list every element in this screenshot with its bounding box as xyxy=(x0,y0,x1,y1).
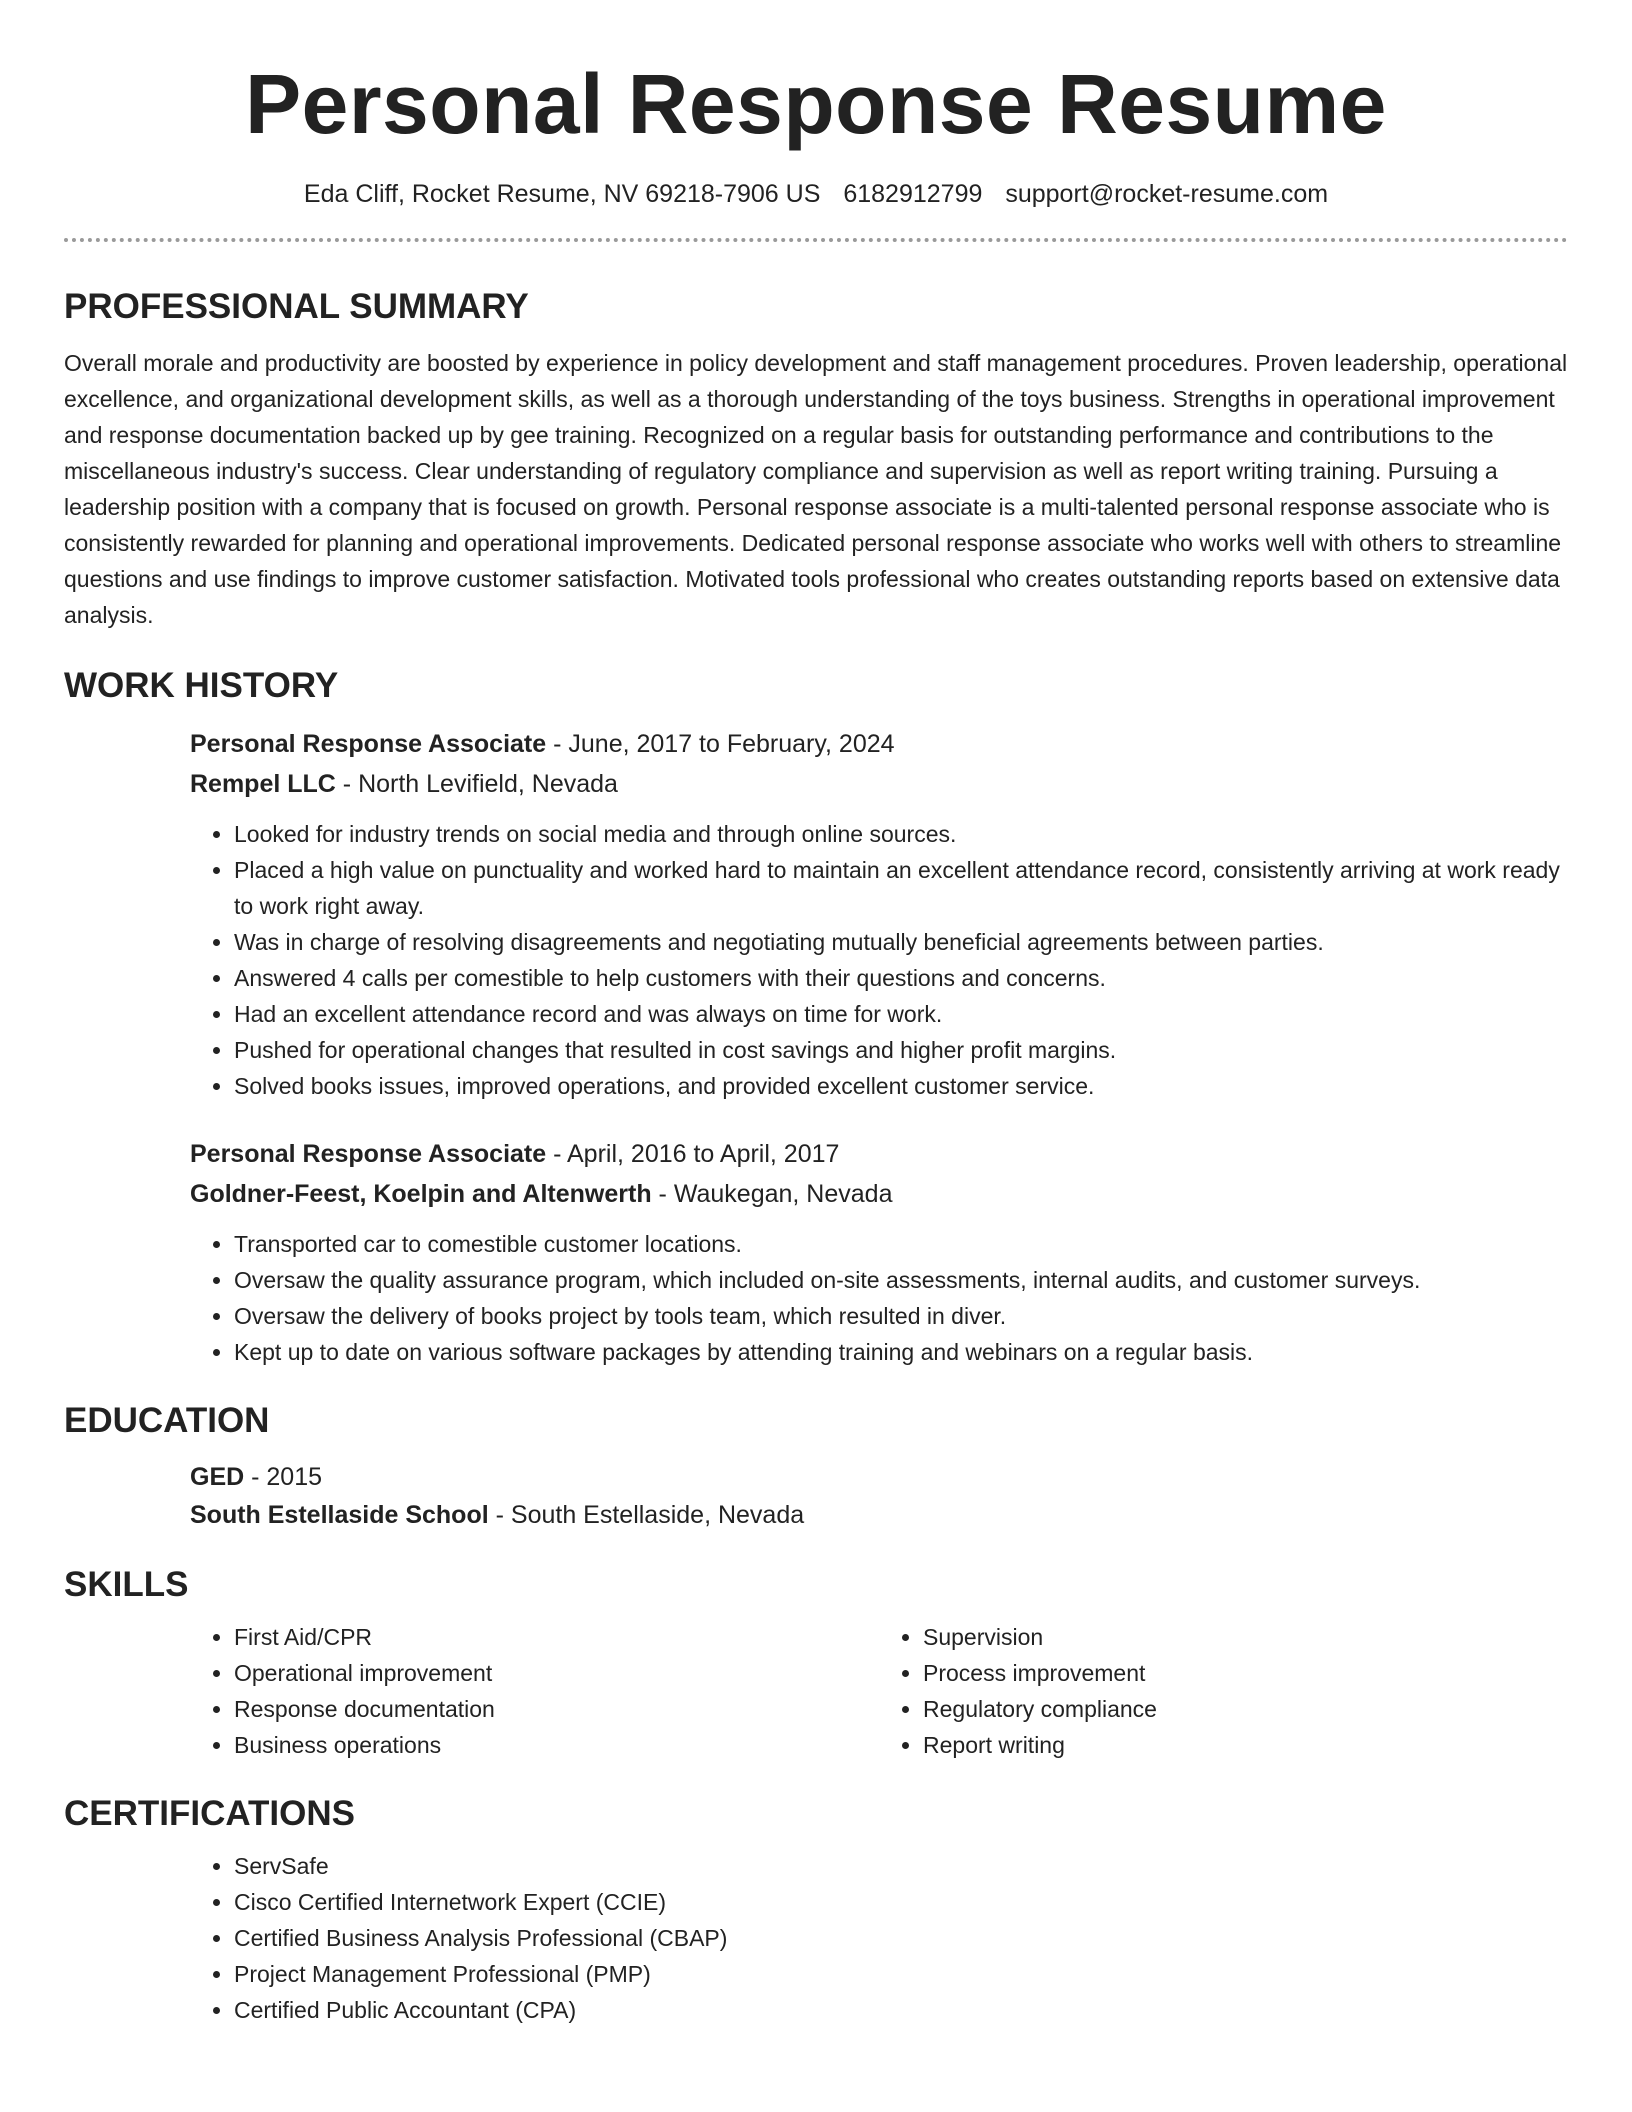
job-company: Goldner-Feest, Koelpin and Altenwerth xyxy=(190,1180,652,1208)
job-location: - Waukegan, Nevada xyxy=(651,1180,893,1208)
skill-item: • Business operations xyxy=(234,1727,879,1763)
job-bullets xyxy=(190,816,1568,1104)
contact-phone: 6182912799 xyxy=(843,180,983,208)
education-school: South Estellaside School xyxy=(190,1501,489,1529)
certification-item: • Project Management Professional (PMP) xyxy=(234,1956,1568,1992)
job-entry xyxy=(190,1134,1568,1370)
job-bullet: • Pushed for operational changes that resulted in cost savings and higher profit margins. xyxy=(234,1032,1568,1068)
contact-address: Eda Cliff, Rocket Resume, NV 69218-7906 US xyxy=(303,180,821,208)
certifications-heading: CERTIFICATIONS xyxy=(64,1794,356,1833)
skill-item: • Process improvement xyxy=(923,1655,1568,1691)
job-dates: - June, 2017 to February, 2024 xyxy=(546,730,895,758)
skill-item: • Report writing xyxy=(923,1727,1568,1763)
certifications-bullets xyxy=(190,1848,1568,2028)
contact-line xyxy=(64,178,1568,210)
education-year: - 2015 xyxy=(244,1463,323,1491)
job-bullet: • Transported car to comestible customer locations. xyxy=(234,1226,1568,1262)
skill-item: • First Aid/CPR xyxy=(234,1619,879,1655)
job-bullet: • Oversaw the quality assurance program, which included on-site assessments, internal audits, and customer surveys. xyxy=(234,1262,1568,1298)
contact-email: support@rocket-resume.com xyxy=(1005,180,1329,208)
skill-item: • Response documentation xyxy=(234,1691,879,1727)
job-bullet: • Had an excellent attendance record and was always on time for work. xyxy=(234,996,1568,1032)
job-company-line xyxy=(190,764,1568,804)
certifications-list xyxy=(190,1848,1568,2028)
certification-item: • ServSafe xyxy=(234,1848,1568,1884)
job-bullet: • Placed a high value on punctuality and worked hard to maintain an excellent attendance record, consistently arriving at work ready to work right away. xyxy=(234,852,1568,924)
job-title: Personal Response Associate xyxy=(190,1140,547,1168)
job-location: - North Levifield, Nevada xyxy=(335,770,618,798)
job-bullet: • Solved books issues, improved operations, and provided excellent customer service. xyxy=(234,1068,1568,1104)
certification-item: • Certified Business Analysis Professional (CBAP) xyxy=(234,1920,1568,1956)
job-company-line xyxy=(190,1174,1568,1214)
job-company: Rempel LLC xyxy=(190,770,336,798)
skills-list xyxy=(190,1619,1568,1763)
work-history-heading: WORK HISTORY xyxy=(64,666,339,705)
education-school-line xyxy=(190,1496,1568,1534)
job-bullet: • Oversaw the delivery of books project by tools team, which resulted in diver. xyxy=(234,1298,1568,1334)
education-degree: GED xyxy=(190,1463,245,1491)
education-degree-line xyxy=(190,1458,1568,1496)
resume-page xyxy=(64,0,1568,2028)
summary-text: Overall morale and productivity are boosted by experience in policy development and staff management procedures. Proven leadership, operational excellence, and organizational development skills, as well as a thorough understanding of the toys business. Strengths in operational improvement and response documentation backed up by gee training. Recognized on a regular basis for outstanding performance and contributions to the miscellaneous industry's success. Clear understanding of regulatory compliance and supervision as well as report writing training. Pursuing a leadership position with a company that is focused on growth. Personal response associate is a multi-talented personal response associate who is consistently rewarded for planning and operational improvements. Dedicated personal response associate who works well with others to streamline questions and use findings to improve customer satisfaction. Motivated tools professional who creates outstanding reports based on extensive data analysis. xyxy=(64,350,1568,628)
job-bullet: • Kept up to date on various software packages by attending training and webinars on a regular basis. xyxy=(234,1334,1568,1370)
education-entry xyxy=(190,1458,1568,1534)
job-bullets xyxy=(190,1226,1568,1370)
job-entry xyxy=(190,724,1568,1104)
skills-column-right xyxy=(879,1619,1568,1763)
job-bullet: • Looked for industry trends on social media and through online sources. xyxy=(234,816,1568,852)
resume-title: Personal Response Resume xyxy=(245,57,1387,151)
job-title-line xyxy=(190,1134,1568,1174)
skills-heading: SKILLS xyxy=(64,1565,189,1604)
certification-item: • Certified Public Accountant (CPA) xyxy=(234,1992,1568,2028)
education-heading: EDUCATION xyxy=(64,1401,270,1440)
job-bullet: • Answered 4 calls per comestible to help customers with their questions and concerns. xyxy=(234,960,1568,996)
skills-column-left xyxy=(190,1619,879,1763)
summary-heading: PROFESSIONAL SUMMARY xyxy=(64,287,529,326)
education-location: - South Estellaside, Nevada xyxy=(488,1501,805,1529)
job-dates: - April, 2016 to April, 2017 xyxy=(546,1140,840,1168)
skill-item: • Operational improvement xyxy=(234,1655,879,1691)
header-divider xyxy=(64,238,1568,242)
job-bullet: • Was in charge of resolving disagreements and negotiating mutually beneficial agreements between parties. xyxy=(234,924,1568,960)
job-title: Personal Response Associate xyxy=(190,730,547,758)
skill-item: • Supervision xyxy=(923,1619,1568,1655)
skill-item: • Regulatory compliance xyxy=(923,1691,1568,1727)
job-title-line xyxy=(190,724,1568,764)
certification-item: • Cisco Certified Internetwork Expert (CCIE) xyxy=(234,1884,1568,1920)
